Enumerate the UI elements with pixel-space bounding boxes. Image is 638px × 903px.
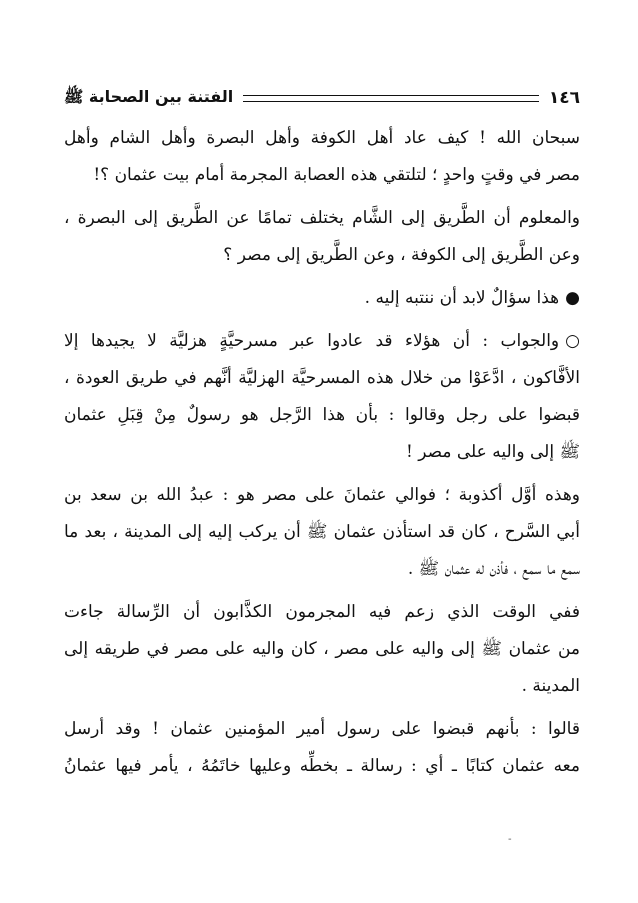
text-line: الأفَّاكون ، ادَّعَوْا من خلال هذه المسرحيَّة الهزليَّة أنَّهم في طريق العودة ، (64, 368, 580, 388)
text-line: ﷺ إلى واليه على مصر ! (406, 442, 580, 462)
text-line-with-bullet (64, 323, 580, 360)
paragraph-3 (64, 280, 580, 317)
paragraph-7 (64, 711, 580, 785)
text-line: المدينة . (521, 676, 580, 696)
page-number: ١٤٦ (548, 88, 580, 108)
paragraph-5 (64, 477, 580, 588)
text-line: والمعلوم أن الطَّريق إلى الشَّام يختلف تمامًا عن الطَّريق إلى البصرة ، (64, 208, 580, 228)
text-line: ففي الوقت الذي زعم فيه المجرمون الكذَّابون أن الرِّسالة جاءت (64, 602, 580, 622)
hollow-bullet-icon: ○ (565, 331, 580, 351)
text-line: معه عثمان كتابًا ـ أي : رسالة ـ بخطِّه وعليها خاتَمُهُ ، يأمر فيها عثمانُ (64, 756, 580, 776)
text-line: مصر في وقتٍ واحدٍ ؛ لتلتقي هذه العصابة المجرمة أمام بيت عثمان ؟! (93, 165, 580, 185)
header-rule (243, 95, 539, 102)
text-line: قبضوا على رجل وقالوا : بأن هذا الرَّجل هو رسولٌ مِنْ قِبَلِ عثمان (64, 405, 580, 425)
text-line: وهذه أوَّل أكذوبة ؛ فوالي عثمانَ على مصر هو : عبدُ الله بن سعد بن (64, 485, 580, 505)
paragraph-2 (64, 200, 580, 274)
running-title: الفتنة بين الصحابة ﷺ (64, 86, 234, 106)
text-line: قالوا : بأنهم قبضوا على رسول أمير المؤمنين عثمان ! وقد أرسل (64, 719, 580, 739)
text-line: أبي السَّرح ، كان قد استأذن عثمان ﷺ أن يركب إليه إلى المدينة ، بعد ما (64, 522, 580, 542)
paragraph-6 (64, 594, 580, 705)
filled-bullet-icon: ● (565, 288, 580, 308)
text-line: من عثمان ﷺ إلى واليه على مصر ، كان واليه على مصر في طريقه إلى (64, 639, 580, 659)
paragraph-1 (64, 120, 580, 194)
body-text (64, 120, 580, 791)
page-header (64, 86, 580, 110)
text-line: سبحان الله ! كيف عاد أهل الكوفة وأهل البصرة وأهل الشام وأهل (64, 128, 580, 148)
text-line-with-bullet (64, 280, 580, 317)
answer-text: والجواب : أن هؤلاء قد عادوا عبر مسرحيَّةٍ هزليَّة لا يجيدها إلا (64, 331, 560, 351)
footer-mark: - (508, 834, 512, 845)
text-line: سمع ما سمع ، فأذن له عثمان ﷺ . (407, 559, 580, 579)
paragraph-4 (64, 323, 580, 471)
question-text: هذا سؤالٌ لابد أن ننتبه إليه . (364, 288, 560, 308)
text-line: وعن الطَّريق إلى الكوفة ، وعن الطَّريق إلى مصر ؟ (223, 245, 580, 265)
